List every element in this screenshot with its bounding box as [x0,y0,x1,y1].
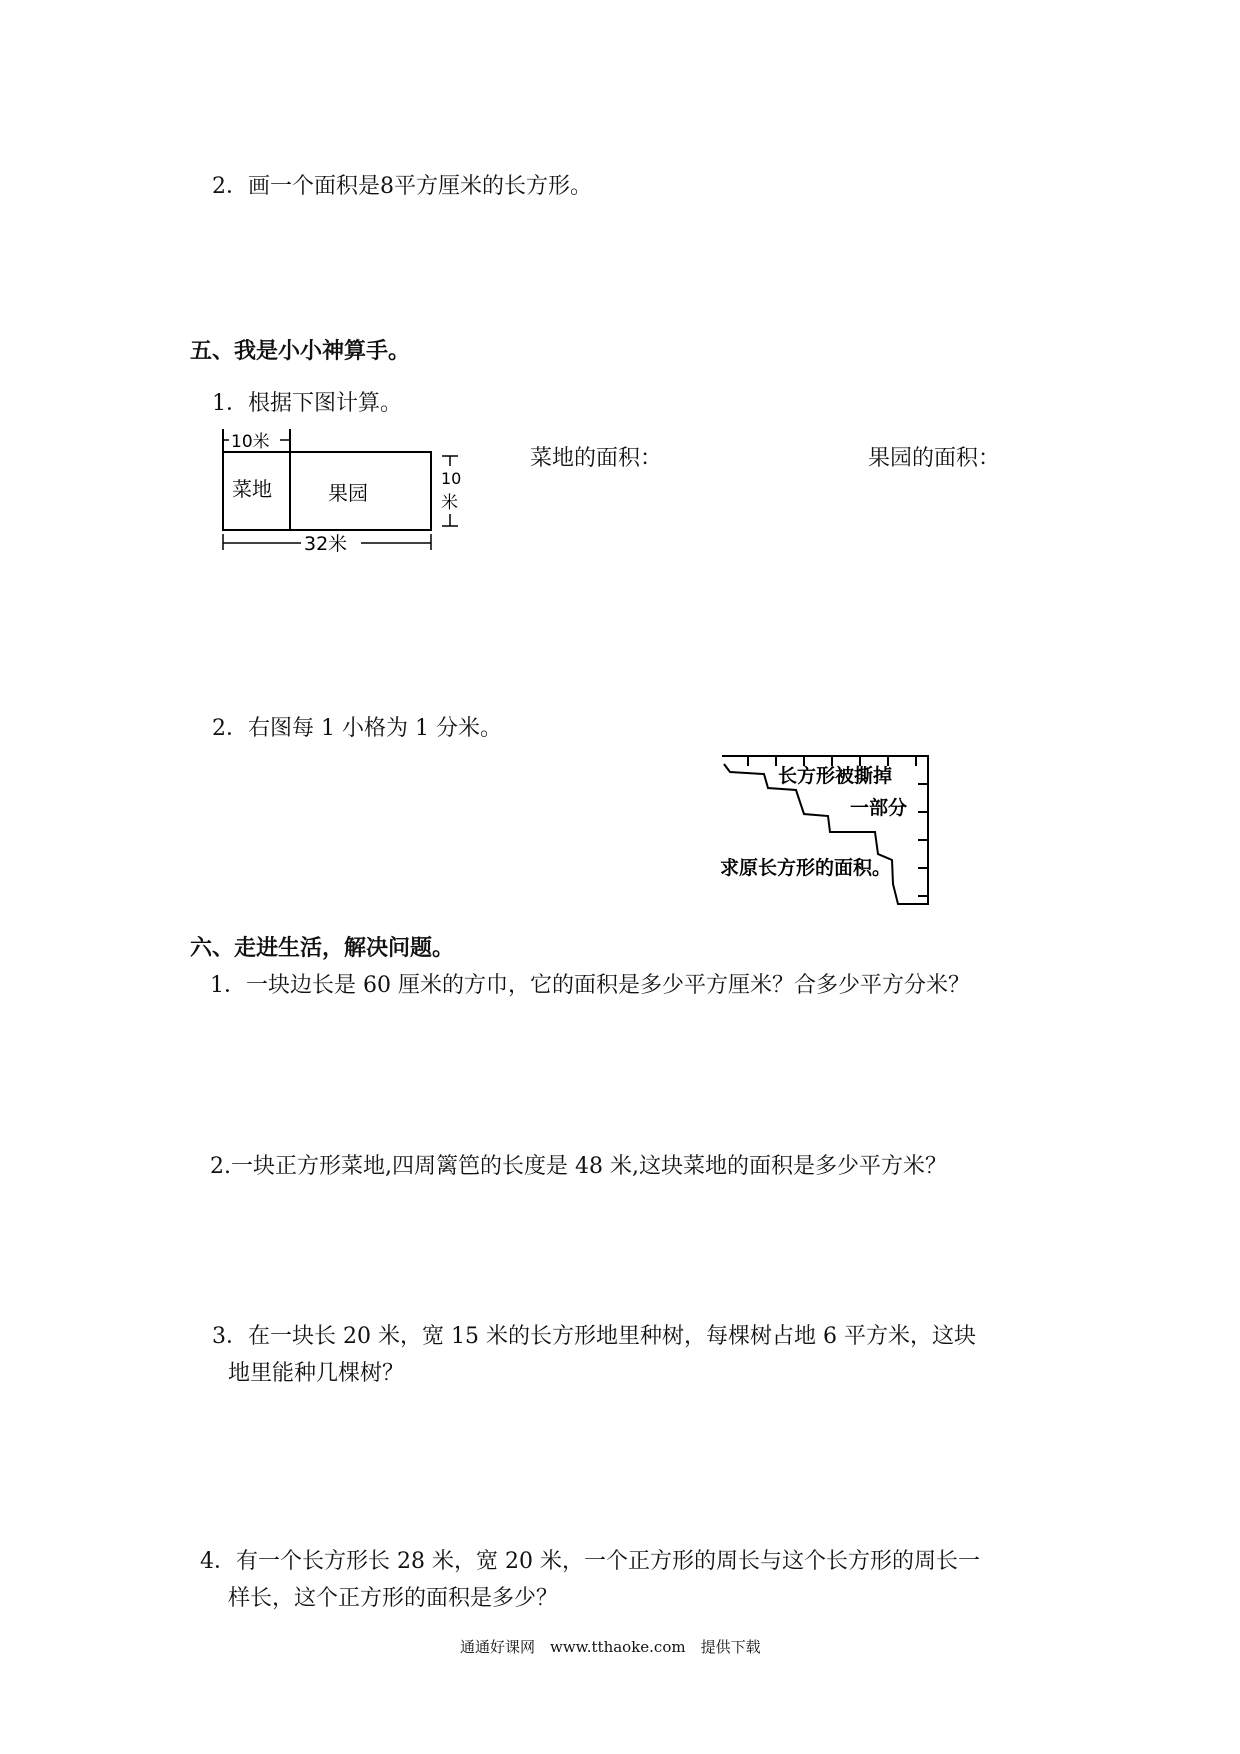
torn-note-line-3: 求原长方形的面积。 [720,857,892,879]
torn-note-line-1: 长方形被撕掉 [778,765,893,787]
vegetable-plot-area-label: 菜地的面积： [530,446,663,471]
section-6-question-2: 2.一块正方形菜地,四周篱笆的长度是 48 米,这块菜地的面积是多少平方米？ [210,1154,947,1179]
section-5-question-1: 1．根据下图计算。 [212,391,402,416]
section-5-question-2: 2．右图每 1 小格为 1 分米。 [212,716,502,741]
orchard-area-label: 果园的面积： [868,446,1001,471]
garden-diagram [216,426,478,560]
vegetable-plot-label: 菜地 [232,477,272,501]
question-4-2: 2．画一个面积是8平方厘米的长方形。 [212,174,592,199]
footer-credit: 通通好课网 www.tthaoke.com 提供下载 [460,1638,761,1656]
section-6-question-4-line-2: 样长，这个正方形的面积是多少？ [228,1586,559,1611]
bottom-dimension-label: 32米 [304,533,348,555]
section-6-question-4-line-1: 4．有一个长方形长 28 米，宽 20 米，一个正方形的周长与这个长方形的周长一 [200,1549,980,1574]
section-6-heading: 六、走进生活，解决问题。 [190,935,455,961]
torn-note-line-2: 一部分 [850,797,908,819]
side-dimension-unit: 米 [441,493,458,513]
section-6-question-3-line-1: 3．在一块长 20 米，宽 15 米的长方形地里种树，每棵树占地 6 平方米，这块 [212,1324,976,1349]
side-dimension-number: 10 [441,469,462,488]
section-6-question-1: 1．一块边长是 60 厘米的方巾，它的面积是多少平方厘米？合多少平方分米？ [210,973,970,998]
orchard-label: 果园 [328,481,368,505]
section-6-question-3-line-2: 地里能种几棵树？ [228,1361,405,1386]
torn-rectangle-diagram [718,752,936,908]
section-5-heading: 五、我是小小神算手。 [190,338,411,364]
top-dimension-label: 10米 [231,432,270,452]
